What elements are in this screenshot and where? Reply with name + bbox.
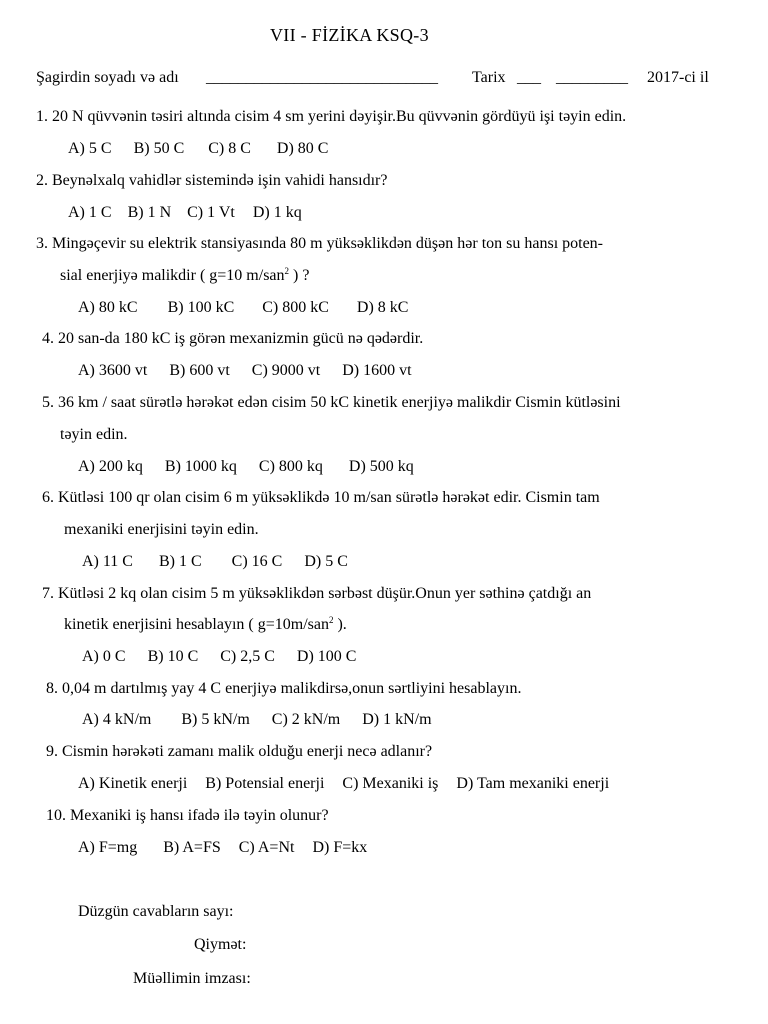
date-month-blank: _________ xyxy=(556,69,628,86)
question-5-options xyxy=(78,457,414,477)
option-b: B) A=FS xyxy=(163,839,221,856)
option-d: D) 100 C xyxy=(296,648,357,665)
question-3-text-line2-end: ) ? xyxy=(289,267,310,284)
question-8-options xyxy=(82,710,432,730)
question-9-text: 9. Cismin hərəkəti zamanı malik olduğu enerji necə adlanır? xyxy=(46,743,433,760)
question-7-text: 7. Kütləsi 2 kq olan cisim 5 m yüksəklikdən sərbəst düşür.Onun yer səthinə çatdığı an xyxy=(42,585,592,602)
option-c: C) A=Nt xyxy=(238,839,295,856)
question-6-text-line2: mexaniki enerjisini təyin edin. xyxy=(64,521,259,538)
option-c: C) 8 C xyxy=(208,140,251,157)
option-d: D) 5 C xyxy=(304,553,348,570)
question-3-text-line2 xyxy=(60,266,309,286)
question-5-text: 5. 36 km / saat sürətlə hərəkət edən cisim 50 kC kinetik enerjiyə malikdir Cismin kütləsini xyxy=(42,394,621,411)
date-label: Tarix xyxy=(472,69,506,86)
option-c: C) 16 C xyxy=(231,553,283,570)
option-b: B) 1 C xyxy=(158,553,202,570)
option-a: A) 80 kC xyxy=(78,299,138,316)
question-3-text-line2-main: sial enerjiyə malikdir ( g=10 m/san xyxy=(60,267,285,284)
option-c: C) 9000 vt xyxy=(251,362,321,379)
option-d: D) 500 kq xyxy=(348,458,414,475)
option-b: B) 100 kC xyxy=(167,299,235,316)
question-2-text: 2. Beynəlxalq vahidlər sistemində işin vahidi hansıdır? xyxy=(36,172,388,189)
question-6-options xyxy=(82,552,348,572)
option-b: B) 50 C xyxy=(133,140,185,157)
option-b: B) 1000 kq xyxy=(164,458,237,475)
student-name-label: Şagirdin soyadı və adı xyxy=(36,69,179,86)
option-a: A) 200 kq xyxy=(78,458,143,475)
option-a: A) 5 C xyxy=(68,140,112,157)
question-4-options xyxy=(78,361,412,381)
question-7-text-line2-end: ). xyxy=(333,616,347,633)
option-b: B) Potensial enerji xyxy=(205,775,325,792)
option-a: A) F=mg xyxy=(78,839,138,856)
question-9-options xyxy=(78,774,609,794)
date-day-blank: ___ xyxy=(517,69,541,86)
option-d: D) 1 kN/m xyxy=(362,711,432,728)
option-c: C) 2 kN/m xyxy=(271,711,341,728)
option-c: C) 2,5 C xyxy=(220,648,275,665)
question-6-text: 6. Kütləsi 100 qr olan cisim 6 m yüksəklikdə 10 m/san sürətlə hərəkət edir. Cismin tam xyxy=(42,489,600,506)
option-d: D) Tam mexaniki enerji xyxy=(456,775,610,792)
question-10-text: 10. Mexaniki iş hansı ifadə ilə təyin olunur? xyxy=(46,807,329,824)
option-c: C) 1 Vt xyxy=(187,204,235,221)
grade-label: Qiymət: xyxy=(194,936,247,953)
student-name-blank: _____________________________ xyxy=(206,69,438,86)
option-b: B) 600 vt xyxy=(169,362,230,379)
question-3-text: 3. Mingəçevir su elektrik stansiyasında 80 m yüksəklikdən düşən hər ton su hansı poten- xyxy=(36,235,604,252)
teacher-signature-label: Müəllimin imzası: xyxy=(133,970,251,987)
option-c: C) Mexaniki iş xyxy=(342,775,439,792)
question-7-options xyxy=(82,647,356,667)
question-2-options xyxy=(68,203,302,223)
question-8-text: 8. 0,04 m dartılmış yay 4 C enerjiyə malikdirsə,onun sərtliyini hesablayın. xyxy=(46,680,522,697)
question-3-options xyxy=(78,298,408,318)
superscript: 2 xyxy=(328,615,334,625)
option-d: D) 8 kC xyxy=(356,299,409,316)
option-d: D) 1600 vt xyxy=(342,362,412,379)
question-5-text-line2: təyin edin. xyxy=(60,426,128,443)
option-b: B) 1 N xyxy=(127,204,172,221)
question-7-text-line2 xyxy=(64,615,347,635)
superscript: 2 xyxy=(284,266,290,276)
question-1-text: 1. 20 N qüvvənin təsiri altında cisim 4 sm yerini dəyişir.Bu qüvvənin gördüyü işi təyin edin. xyxy=(36,108,627,125)
option-d: D) 80 C xyxy=(276,140,329,157)
option-a: A) 3600 vt xyxy=(78,362,148,379)
year-text: 2017-ci il xyxy=(647,69,709,86)
option-a: A) 4 kN/m xyxy=(82,711,152,728)
option-b: B) 5 kN/m xyxy=(181,711,250,728)
correct-answers-label: Düzgün cavabların sayı: xyxy=(78,903,234,920)
option-c: C) 800 kq xyxy=(258,458,323,475)
option-a: A) 1 C xyxy=(68,204,112,221)
question-10-options xyxy=(78,838,367,858)
page-title: VII - FİZİKA KSQ-3 xyxy=(270,25,429,45)
option-a: A) 11 C xyxy=(82,553,133,570)
option-a: A) 0 C xyxy=(82,648,126,665)
option-d: D) 1 kq xyxy=(252,204,302,221)
option-d: D) F=kx xyxy=(312,839,368,856)
question-4-text: 4. 20 san-da 180 kC iş görən mexanizmin gücü nə qədərdir. xyxy=(42,330,424,347)
option-c: C) 800 kC xyxy=(262,299,329,316)
option-a: A) Kinetik enerji xyxy=(78,775,188,792)
question-7-text-line2-main: kinetik enerjisini hesablayın ( g=10m/san xyxy=(64,616,329,633)
option-b: B) 10 C xyxy=(147,648,199,665)
question-1-options xyxy=(68,139,328,159)
